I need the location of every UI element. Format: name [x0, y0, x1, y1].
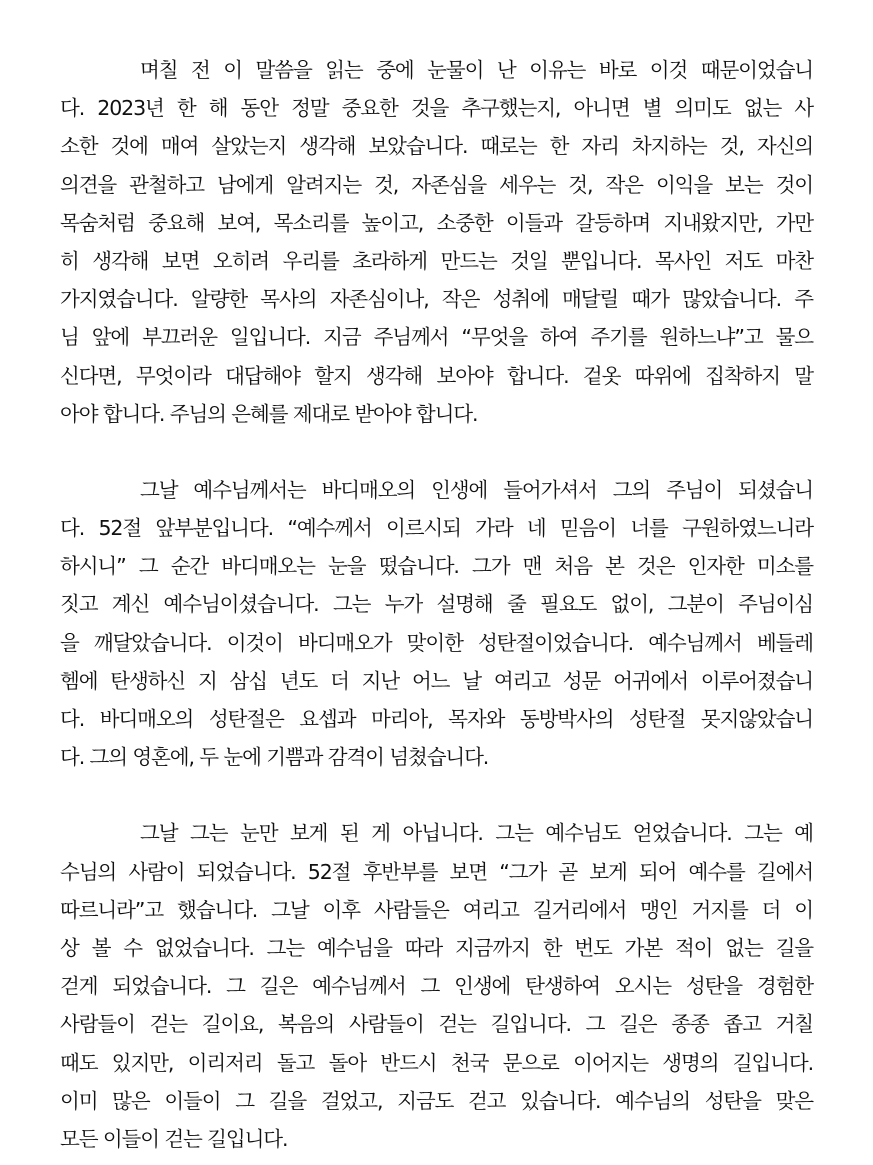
text-line: 모든 이들이 걷는 길입니다.	[60, 1126, 288, 1151]
text-line: 사람들이 걷는 길이요, 복음의 사람들이 걷는 길입니다. 그 길은 종종 좁고 거칠	[60, 1012, 813, 1037]
text-line: 때도 있지만, 이리저리 돌고 돌아 반드시 천국 문으로 이어지는 생명의 길입니다.	[60, 1050, 813, 1075]
text-line: 이미 많은 이들이 그 길을 걸었고, 지금도 걷고 있습니다. 예수님의 성탄을 맞은	[60, 1088, 813, 1113]
text-line: 신다면, 무엇이라 대답해야 할지 생각해 보아야 합니다. 겉옷 따위에 집착하지 말	[60, 363, 813, 388]
text-line: 을 깨달았습니다. 이것이 바디매오가 맞이한 성탄절이었습니다. 예수님께서 베들레	[60, 630, 813, 655]
text-line: 다. 52절 앞부분입니다. “예수께서 이르시되 가라 네 믿음이 너를 구원하였느니라	[60, 516, 813, 541]
text-line: 헴에 탄생하신 지 삼십 년도 더 지난 어느 날 여리고 성문 어귀에서 이루어졌습니	[60, 668, 813, 693]
text-line: 따르니라”고 했습니다. 그날 이후 사람들은 여리고 길거리에서 맹인 거지를 더 이	[60, 897, 813, 922]
paragraph-3	[60, 814, 813, 1158]
text-line: 수님의 사람이 되었습니다. 52절 후반부를 보면 “그가 곧 보게 되어 예수를 길에서	[60, 859, 813, 884]
text-line: 하시니” 그 순간 바디매오는 눈을 떴습니다. 그가 맨 처음 본 것은 인자한 미소를	[60, 554, 813, 579]
paragraph-1	[60, 51, 813, 433]
text-line: 다. 바디매오의 성탄절은 요셉과 마리아, 목자와 동방박사의 성탄절 못지않았습니	[60, 707, 813, 731]
text-line: 다. 2023년 한 해 동안 정말 중요한 것을 추구했는지, 아니면 별 의미도 없는 사	[60, 96, 813, 121]
text-line: 그날 예수님께서는 바디매오의 인생에 들어가셔서 그의 주님이 되셨습니	[140, 477, 813, 502]
text-line: 다. 그의 영혼에, 두 눈에 기쁨과 감격이 넘쳤습니다.	[60, 745, 489, 770]
text-line: 히 생각해 보면 오히려 우리를 초라하게 만드는 것일 뿐입니다. 목사인 저도 마찬	[60, 248, 813, 273]
document-page	[60, 51, 813, 1158]
text-line: 가지였습니다. 알량한 목사의 자존심이나, 작은 성취에 매달릴 때가 많았습니다. 주	[60, 287, 813, 312]
text-line: 그날 그는 눈만 보게 된 게 아닙니다. 그는 예수님도 얻었습니다. 그는 예	[140, 821, 813, 846]
text-line: 상 볼 수 없었습니다. 그는 예수님을 따라 지금까지 한 번도 가본 적이 없는 길을	[60, 935, 813, 960]
text-line: 아야 합니다. 주님의 은혜를 제대로 받아야 합니다.	[60, 401, 478, 426]
text-line: 걷게 되었습니다. 그 길은 예수님께서 그 인생에 탄생하여 오시는 성탄을 경험한	[60, 974, 813, 999]
text-line: 목숨처럼 중요해 보여, 목소리를 높이고, 소중한 이들과 갈등하며 지내왔지만, 가만	[60, 210, 813, 235]
text-line: 며칠 전 이 말씀을 읽는 중에 눈물이 난 이유는 바로 이것 때문이었습니	[140, 58, 813, 82]
text-line: 짓고 계신 예수님이셨습니다. 그는 누가 설명해 줄 필요도 없이, 그분이 주님이심	[60, 592, 813, 617]
text-line: 님 앞에 부끄러운 일입니다. 지금 주님께서 “무엇을 하여 주기를 원하느냐”고 물으	[60, 325, 813, 350]
text-line: 소한 것에 매여 살았는지 생각해 보았습니다. 때로는 한 자리 차지하는 것, 자신의	[60, 134, 813, 159]
text-line: 의견을 관철하고 남에게 알려지는 것, 자존심을 세우는 것, 작은 이익을 보는 것이	[60, 172, 813, 197]
paragraph-2	[60, 471, 813, 777]
